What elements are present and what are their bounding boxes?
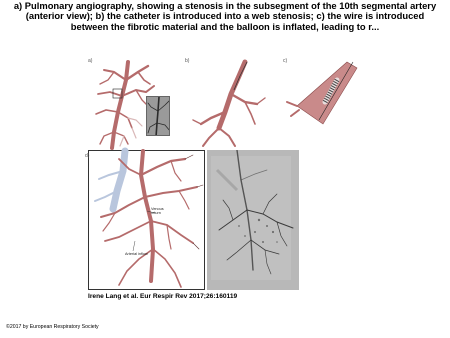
caption-line-2: (anterior view); b) the catheter is introduced into a web stenosis; c) the wire is introduced <box>25 10 425 22</box>
vascular-diagram-illustration <box>89 151 206 291</box>
caption-line-1: a) Pulmonary angiography, showing a stenosis in the subsegment of the 10th segmental artery <box>13 0 437 11</box>
panel-c-balloon-illustration <box>283 58 363 148</box>
panel-d-angiogram-image <box>207 150 299 290</box>
panel-b-label: b) <box>185 58 190 64</box>
catheter-in-artery-illustration <box>185 62 273 148</box>
caption-line-3: between the fibrotic material and the balloon is inflated, leading to r... <box>70 20 380 32</box>
panel-a-label: a) <box>88 58 93 64</box>
panel-c-label: c) <box>283 58 288 64</box>
arterial-inflow-pointer <box>133 241 135 251</box>
panel-d-label: d) <box>85 153 90 159</box>
panel-a-angiogram-inset <box>146 96 170 136</box>
copyright-notice: ©2017 by European Respiratory Society <box>6 324 99 330</box>
figure-citation: Irene Lang et al. Eur Respir Rev 2017;26:160119 <box>88 293 238 300</box>
arterial-inflow-label: Arterial inflow <box>125 252 148 256</box>
balloon-inflation-illustration <box>283 62 363 148</box>
panel-b-catheter-illustration <box>185 58 273 148</box>
venous-return-label: Venous return <box>151 207 164 216</box>
panel-d-vascular-diagram <box>85 150 205 290</box>
figure-caption <box>6 1 444 32</box>
